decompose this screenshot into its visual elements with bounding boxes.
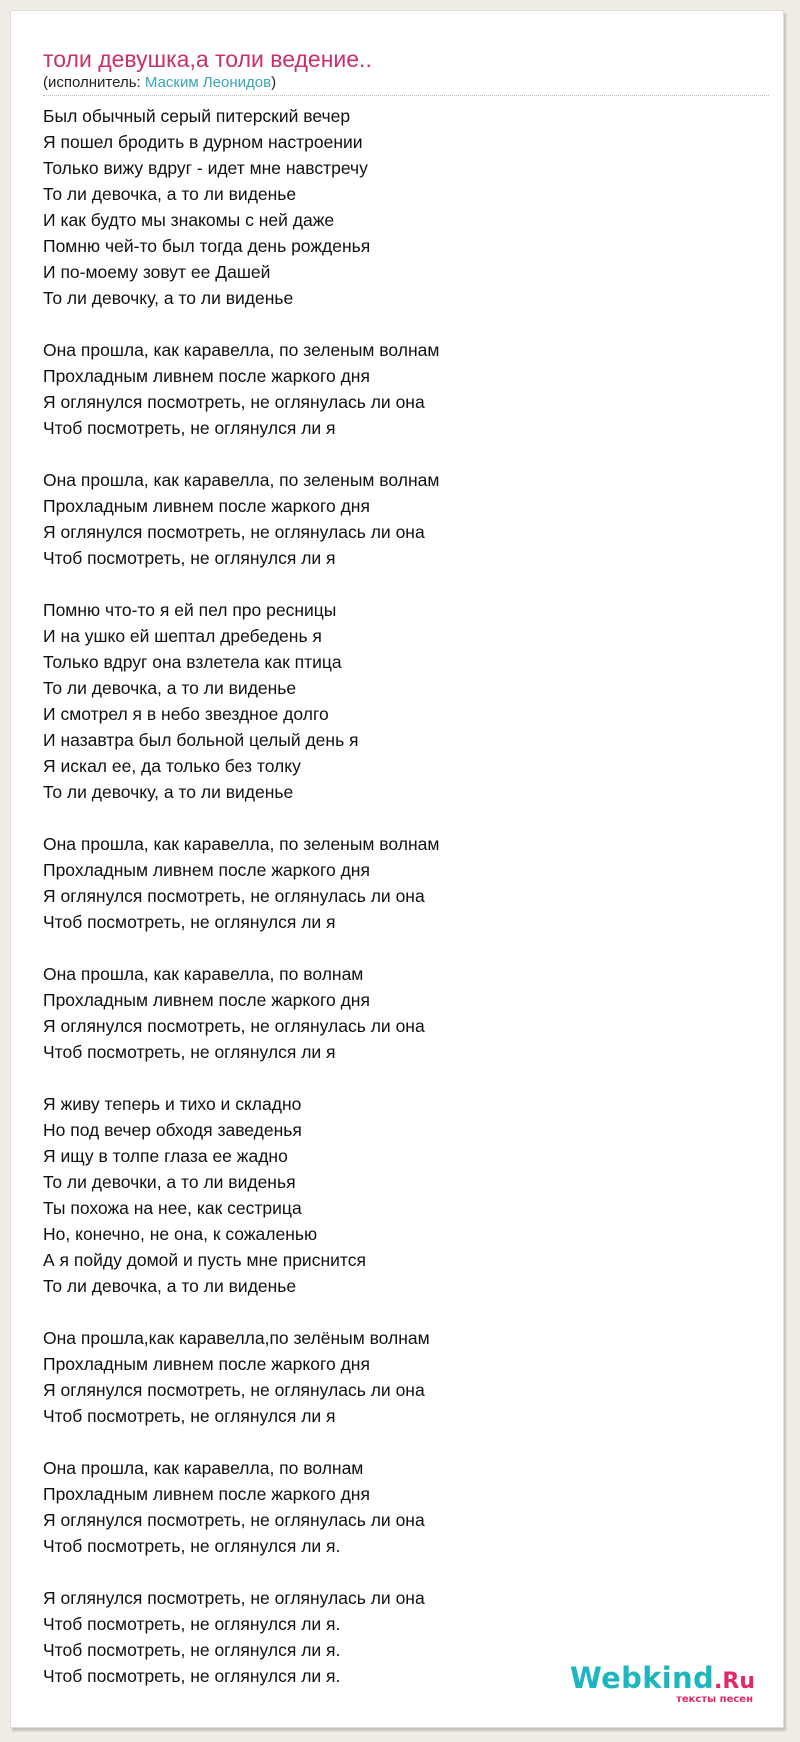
lyric-line: А я пойду домой и пусть мне приснится (43, 1250, 366, 1270)
lyric-line: То ли девочка, а то ли виденье (43, 1276, 297, 1296)
lyric-line: Она прошла, как каравелла, по волнам (43, 964, 364, 984)
lyric-line: И назавтра был больной целый день я (43, 730, 359, 750)
artist-suffix: ) (271, 74, 277, 91)
lyric-line: Я пошел бродить в дурном настроении (43, 132, 363, 152)
lyric-line: Я ищу в толпе глаза ее жадно (43, 1146, 288, 1166)
lyric-line: То ли девочки, а то ли виденья (43, 1172, 296, 1192)
lyrics-stanza (43, 1455, 763, 1559)
logo-main-text: Webkind (569, 1661, 715, 1695)
artist-link[interactable]: Маским Леонидов (144, 74, 272, 91)
lyric-line: И по-моему зовут ее Дашей (43, 262, 271, 282)
lyric-line: Она прошла, как каравелла, по зеленым волнам (43, 834, 440, 854)
header-divider (43, 95, 769, 96)
lyric-line: Прохладным ливнем после жаркого дня (43, 1354, 370, 1374)
lyric-line: Я искал ее, да только без толку (43, 756, 301, 776)
lyrics-stanza (43, 831, 763, 935)
lyric-line: Я оглянулся посмотреть, не оглянулась ли она (43, 392, 425, 412)
lyric-line: То ли девочку, а то ли виденье (43, 782, 294, 802)
site-logo[interactable] (555, 1661, 755, 1705)
lyric-line: То ли девочка, а то ли виденье (43, 678, 297, 698)
logo-suffix: .Ru (714, 1669, 755, 1694)
lyric-line: Я оглянулся посмотреть, не оглянулась ли она (43, 1016, 425, 1036)
lyric-line: Чтоб посмотреть, не оглянулся ли я. (43, 1640, 341, 1660)
lyric-line: Но под вечер обходя заведенья (43, 1120, 302, 1140)
lyric-line: Я оглянулся посмотреть, не оглянулась ли она (43, 1380, 425, 1400)
lyrics-stanza (43, 1325, 763, 1429)
song-title: толи девушка,а толи ведение.. (43, 46, 372, 72)
lyric-line: Чтоб посмотреть, не оглянулся ли я. (43, 1614, 341, 1634)
lyric-line: Был обычный серый питерский вечер (43, 106, 351, 126)
lyrics-stanza (43, 1091, 763, 1299)
lyric-line: Чтоб посмотреть, не оглянулся ли я (43, 548, 336, 568)
lyric-line: Прохладным ливнем после жаркого дня (43, 366, 370, 386)
lyric-line: Помню что-то я ей пел про ресницы (43, 600, 337, 620)
lyric-line: Чтоб посмотреть, не оглянулся ли я (43, 912, 336, 932)
lyric-line: Помню чей-то был тогда день рожденья (43, 236, 371, 256)
artist-prefix: (исполнитель: (43, 74, 145, 91)
lyrics-card (10, 10, 784, 1728)
lyrics-body (43, 103, 763, 1715)
lyric-line: И как будто мы знакомы с ней даже (43, 210, 335, 230)
lyrics-stanza (43, 597, 763, 805)
lyric-line: Только вдруг она взлетела как птица (43, 652, 342, 672)
lyric-line: То ли девочка, а то ли виденье (43, 184, 297, 204)
lyric-line: Только вижу вдруг - идет мне навстречу (43, 158, 368, 178)
lyric-line: Чтоб посмотреть, не оглянулся ли я. (43, 1536, 341, 1556)
lyric-line: Я оглянулся посмотреть, не оглянулась ли она (43, 886, 425, 906)
lyrics-stanza (43, 337, 763, 441)
lyric-line: Прохладным ливнем после жаркого дня (43, 496, 370, 516)
lyrics-stanza (43, 467, 763, 571)
lyric-line: Она прошла,как каравелла,по зелёным волнам (43, 1328, 430, 1348)
lyric-line: И смотрел я в небо звездное долго (43, 704, 329, 724)
lyric-line: Я живу теперь и тихо и складно (43, 1094, 302, 1114)
logo-tagline: тексты песен (676, 1694, 753, 1705)
lyric-line: Она прошла, как каравелла, по зеленым волнам (43, 340, 440, 360)
lyric-line: Чтоб посмотреть, не оглянулся ли я (43, 1406, 336, 1426)
lyric-line: Я оглянулся посмотреть, не оглянулась ли она (43, 1510, 425, 1530)
lyric-line: Прохладным ливнем после жаркого дня (43, 990, 370, 1010)
lyric-line: Чтоб посмотреть, не оглянулся ли я. (43, 1666, 341, 1686)
artist-line (43, 74, 276, 92)
lyric-line: То ли девочку, а то ли виденье (43, 288, 294, 308)
lyric-line: Прохладным ливнем после жаркого дня (43, 1484, 370, 1504)
lyric-line: И на ушко ей шептал дребедень я (43, 626, 322, 646)
lyric-line: Я оглянулся посмотреть, не оглянулась ли она (43, 522, 425, 542)
lyrics-stanza (43, 961, 763, 1065)
lyrics-stanza (43, 103, 763, 311)
lyric-line: Чтоб посмотреть, не оглянулся ли я (43, 1042, 336, 1062)
lyric-line: Ты похожа на нее, как сестрица (43, 1198, 302, 1218)
lyric-line: Она прошла, как каравелла, по волнам (43, 1458, 364, 1478)
lyric-line: Прохладным ливнем после жаркого дня (43, 860, 370, 880)
lyric-line: Чтоб посмотреть, не оглянулся ли я (43, 418, 336, 438)
lyric-line: Она прошла, как каравелла, по зеленым волнам (43, 470, 440, 490)
lyric-line: Я оглянулся посмотреть, не оглянулась ли она (43, 1588, 425, 1608)
lyric-line: Но, конечно, не она, к сожаленью (43, 1224, 318, 1244)
